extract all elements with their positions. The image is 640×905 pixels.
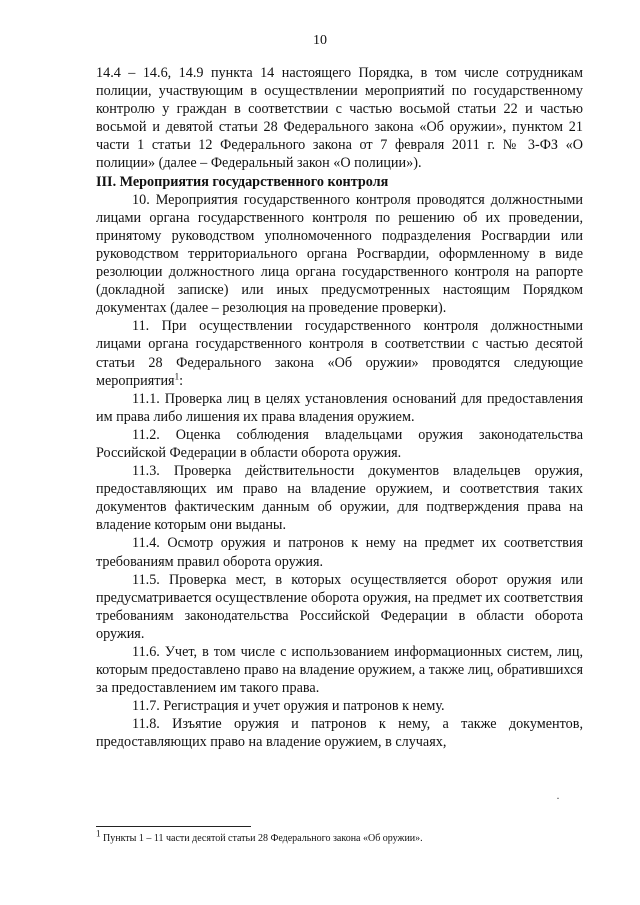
footnote-reference[interactable]: 1 [174, 370, 180, 381]
footnote-text: Пункты 1 – 11 части десятой статьи 28 Федерального закона «Об оружии». [100, 833, 423, 844]
list-item-11-1: 11.1. Проверка лиц в целях установления оснований для предоставления им права либо лишения их права владения оружием. [96, 390, 583, 425]
paragraph-11-tail: : [179, 372, 184, 389]
list-item-11-4: 11.4. Осмотр оружия и патронов к нему на предмет их соответствия требованиям правил оборота оружия. [96, 535, 583, 570]
section-heading: III. Мероприятия государственного контроля [96, 173, 389, 190]
paragraph-continuation: 14.4 – 14.6, 14.9 пункта 14 настоящего Порядка, в том числе сотрудникам полиции, участвующим в осуществлении мероприятий по государственному контролю у граждан в соответствии с частью восьмой статьи 22 и частью восьмой и девятой статьи 28 Федерального закона «Об оружии», пунктом 21 части 1 статьи 12 Федерального закона от 7 февраля 2011 г. № 3-ФЗ «О полиции» (далее – Федеральный закон «О полиции»). [96, 65, 583, 172]
footnote [96, 828, 583, 845]
paragraph-11-text: 11. При осуществлении государственного контроля должностными лицами органа государственного контроля в соответствии с частью десятой статьи 28 Федерального закона «Об оружии» проводятся следующие мероприятия [96, 318, 583, 389]
list-item-11-6: 11.6. Учет, в том числе с использованием информационных систем, лиц, которым предоставлено право на владение оружием, а также лиц, обратившихся за предоставлением им такого права. [96, 644, 583, 697]
footnote-mark: 1 [96, 828, 101, 839]
document-body [96, 64, 583, 752]
list-item-11-7: 11.7. Регистрация и учет оружия и патронов к нему. [132, 698, 445, 715]
list-item-11-5: 11.5. Проверка мест, в которых осуществляется оборот оружия или предусматривается осуществление оборота оружия, на предмет их соответствия требованиям законодательства Российской Федерации в области оборота оружия. [96, 571, 583, 642]
paragraph-10: 10. Мероприятия государственного контроля проводятся должностными лицами органа государственного контроля по решению об их проведении, принятому руководством уполномоченного подразделения Росгвардии или руководством территориального органа Росгвардии, оформленному в виде резолюции должностного лица органа государственного контроля на рапорте (докладной записке) или иных предусмотренных настоящим Порядком документах (далее – резолюция на проведение проверки). [96, 191, 583, 317]
page-number: 10 [313, 33, 327, 48]
list-item-11-3: 11.3. Проверка действительности документов владельцев оружия, предоставляющих им право на владение оружием, и соответствия таких документов фактическим данным об оружии, для подтверждения права на владение которым они выданы. [96, 463, 583, 534]
stray-mark: · [556, 791, 560, 805]
paragraph-11 [96, 317, 583, 389]
footnote-divider [96, 826, 251, 827]
list-item-11-8: 11.8. Изъятие оружия и патронов к нему, а также документов, предоставляющих право на владение оружием, в случаях, [96, 716, 583, 751]
list-item-11-2: 11.2. Оценка соблюдения владельцами оружия законодательства Российской Федерации в области оборота оружия. [96, 426, 583, 461]
